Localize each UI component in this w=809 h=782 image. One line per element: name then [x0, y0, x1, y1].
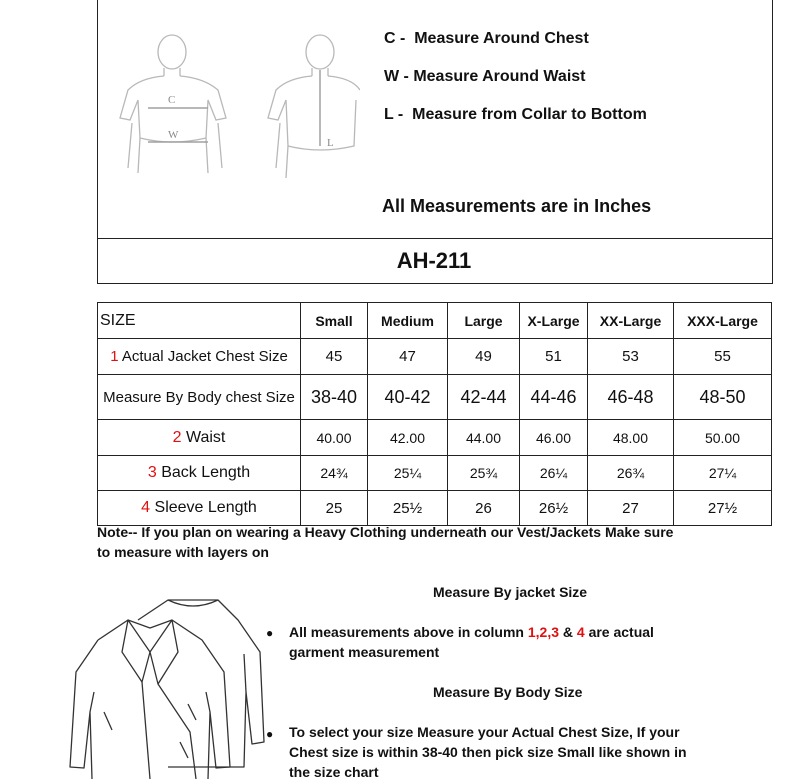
bullet-column-4: 4: [576, 624, 585, 640]
table-row: [98, 420, 772, 456]
body-size-line-2: Chest size is within 38-40 then pick size Small like shown in: [289, 744, 687, 760]
cell: 55: [674, 339, 772, 375]
cell: 46.00: [520, 420, 588, 456]
bullet-line-2: garment measurement: [289, 644, 440, 660]
row-label: [98, 420, 301, 456]
row-label: Measure By Body chest Size: [98, 375, 301, 420]
cell: 25¼: [368, 456, 448, 491]
cell: 27½: [674, 491, 772, 526]
cell: 27: [588, 491, 674, 526]
waist-letter: W: [168, 129, 179, 141]
cell: 50.00: [674, 420, 772, 456]
cell: 40-42: [368, 375, 448, 420]
row-number: 2: [172, 428, 182, 446]
legend-chest: C - Measure Around Chest: [384, 30, 589, 47]
row-number: 3: [147, 464, 157, 481]
model-number: AH-211: [396, 248, 472, 273]
cell: 46-48: [588, 375, 674, 420]
row-label-text: Back Length: [156, 464, 251, 481]
layers-note: [97, 522, 673, 562]
cell: 24¾: [301, 456, 368, 491]
cell: 44.00: [448, 420, 520, 456]
jacket-size-bullet: [289, 622, 654, 662]
jacket-illustration: [38, 592, 268, 779]
table-row: [98, 456, 772, 491]
row-label-text: Sleeve Length: [150, 499, 257, 516]
units-note: All Measurements are in Inches: [382, 196, 652, 216]
model-box: [97, 238, 773, 284]
row-number: 1: [110, 348, 119, 365]
row-label: [98, 491, 301, 526]
cell: 26: [448, 491, 520, 526]
size-chart-table: [97, 302, 772, 526]
row-label-text: Actual Jacket Chest Size: [118, 348, 288, 365]
bullet-dot: ●: [266, 727, 274, 741]
cell: 27¼: [674, 456, 772, 491]
body-figure-illustration: [110, 28, 360, 188]
cell: 40.00: [301, 420, 368, 456]
legend-length: L - Measure from Collar to Bottom: [384, 106, 647, 123]
cell: 42.00: [368, 420, 448, 456]
header-large: Large: [448, 303, 520, 339]
jacket-size-title: Measure By jacket Size: [433, 584, 588, 600]
cell: 44-46: [520, 375, 588, 420]
body-size-line-3: the size chart: [289, 764, 379, 780]
cell: 25½: [368, 491, 448, 526]
header-x-large: X-Large: [520, 303, 588, 339]
chest-letter: C: [168, 94, 176, 106]
header-small: Small: [301, 303, 368, 339]
header-medium: Medium: [368, 303, 448, 339]
cell: 48.00: [588, 420, 674, 456]
bullet-dot: ●: [266, 626, 274, 640]
table-header-row: [98, 303, 772, 339]
header-xx-large: XX-Large: [588, 303, 674, 339]
header-size: SIZE: [98, 303, 301, 339]
bullet-amp: &: [559, 624, 577, 640]
cell: 26½: [520, 491, 588, 526]
body-size-bullet: [289, 722, 687, 782]
table-row: [98, 339, 772, 375]
row-label: [98, 456, 301, 491]
length-letter: L: [327, 137, 334, 149]
cell: 51: [520, 339, 588, 375]
cell: 48-50: [674, 375, 772, 420]
cell: 47: [368, 339, 448, 375]
note-line-1: Note-- If you plan on wearing a Heavy Clothing underneath our Vest/Jackets Make sure: [97, 524, 674, 540]
cell: 45: [301, 339, 368, 375]
note-line-2: to measure with layers on: [97, 544, 269, 560]
bullet-columns: 1,2,3: [527, 624, 559, 640]
bullet-text-pre: All measurements above in column: [289, 624, 528, 640]
cell: 42-44: [448, 375, 520, 420]
cell: 38-40: [301, 375, 368, 420]
table-row: [98, 491, 772, 526]
table-row: [98, 375, 772, 420]
body-size-line-1: To select your size Measure your Actual Chest Size, If your: [289, 724, 680, 740]
row-number: 4: [141, 499, 151, 516]
legend-waist: W - Measure Around Waist: [384, 68, 586, 85]
cell: 26¼: [520, 456, 588, 491]
cell: 25¾: [448, 456, 520, 491]
row-label: [98, 339, 301, 375]
row-label-text: Waist: [181, 428, 226, 446]
body-size-title: Measure By Body Size: [433, 684, 583, 700]
cell: 25: [301, 491, 368, 526]
cell: 49: [448, 339, 520, 375]
header-xxx-large: XXX-Large: [674, 303, 772, 339]
bullet-text-post: are actual: [584, 624, 654, 640]
cell: 53: [588, 339, 674, 375]
cell: 26¾: [588, 456, 674, 491]
